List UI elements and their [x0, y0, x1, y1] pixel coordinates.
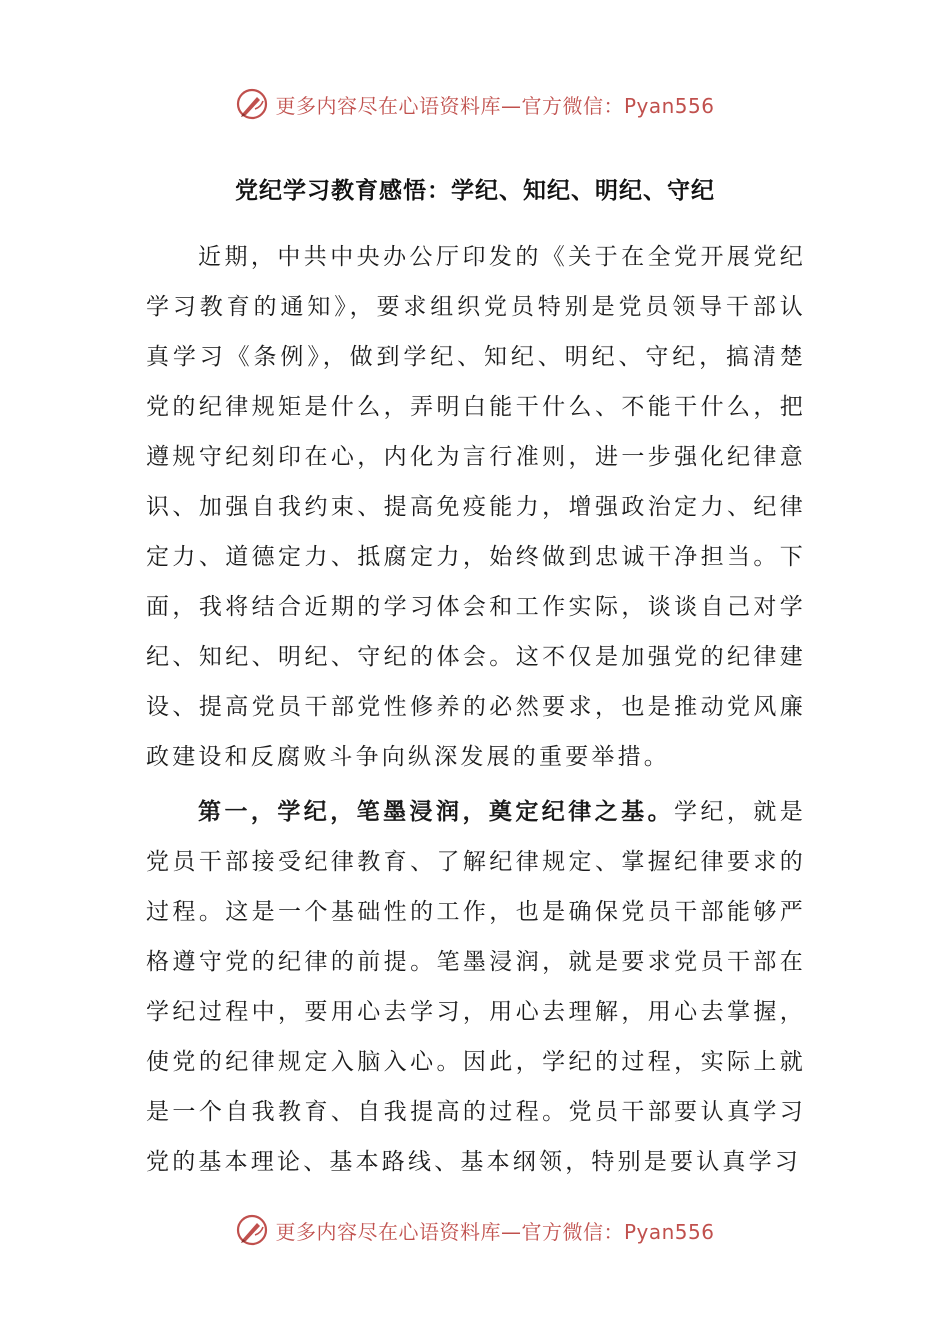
- section-one-body: 学纪，就是党员干部接受纪律教育、了解纪律规定、掌握纪律要求的过程。这是一个基础性的工作，也是确保党员干部能够严格遵守党的纪律的前提。笔墨浸润，就是要求党员干部在学纪过程中，要用心去学习，用心去理解，用心去掌握，使党的纪律规定入脑入心。因此，学纪的过程，实际上就是一个自我教育、自我提高的过程。党员干部要认真学习党的基本理论、基本路线、基本纲领，特别是要认真学习: [146, 799, 806, 1175]
- paragraph-section-one: [146, 787, 806, 1187]
- header-banner: [0, 82, 950, 126]
- promo-text: 更多内容尽在心语资料库—官方微信：Pyan556: [275, 93, 715, 118]
- section-one-heading: 第一，学纪，笔墨浸润，奠定纪律之基。: [198, 798, 675, 825]
- footer-banner: [0, 1208, 950, 1252]
- pen-logo-icon: [235, 87, 269, 121]
- pen-logo-icon: [235, 1213, 269, 1247]
- promo-text: 更多内容尽在心语资料库—官方微信：Pyan556: [275, 1219, 715, 1244]
- paragraph-intro: 近期，中共中央办公厅印发的《关于在全党开展党纪学习教育的通知》，要求组织党员特别是党员领导干部认真学习《条例》，做到学纪、知纪、明纪、守纪，搞清楚党的纪律规矩是什么，弄明白能干什么、不能干什么，把遵规守纪刻印在心，内化为言行准则，进一步强化纪律意识、加强自我约束、提高免疫能力，增强政治定力、纪律定力、道德定力、抵腐定力，始终做到忠诚干净担当。下面，我将结合近期的学习体会和工作实际，谈谈自己对学纪、知纪、明纪、守纪的体会。这不仅是加强党的纪律建设、提高党员干部党性修养的必然要求，也是推动党风廉政建设和反腐败斗争向纵深发展的重要举措。: [146, 244, 806, 770]
- document-title: 党纪学习教育感悟：学纪、知纪、明纪、守纪: [235, 177, 715, 204]
